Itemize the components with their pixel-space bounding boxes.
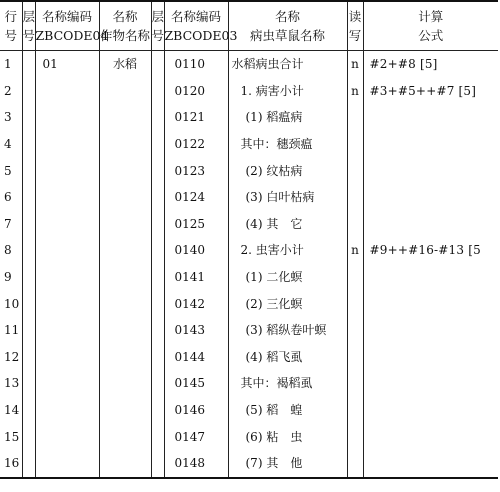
- read-write-cell: [347, 344, 363, 371]
- crop-name-cell: [99, 184, 151, 211]
- code-03-cell: 0124: [164, 184, 228, 211]
- table-row: [0, 344, 498, 371]
- header-crop-name: 名称 作物名称: [99, 1, 151, 51]
- level-1-cell: [22, 157, 35, 184]
- pest-name-cell: 水稻病虫合计: [228, 51, 347, 78]
- crop-name-cell: 水稻: [99, 51, 151, 78]
- row-number-cell: 9: [0, 264, 22, 291]
- pest-name-cell: (1) 二化螟: [228, 264, 347, 291]
- pest-name-cell: (6) 粘 虫: [228, 423, 347, 450]
- crop-name-cell: [99, 317, 151, 344]
- row-number-cell: 13: [0, 370, 22, 397]
- pest-name-cell: (3) 稻纵卷叶螟: [228, 317, 347, 344]
- level-2-cell: [151, 157, 164, 184]
- code-03-cell: 0143: [164, 317, 228, 344]
- code-04-cell: [35, 264, 99, 291]
- header-level-1: 层 号: [22, 1, 35, 51]
- level-2-cell: [151, 397, 164, 424]
- code-03-cell: 0120: [164, 78, 228, 105]
- crop-name-cell: [99, 104, 151, 131]
- formula-cell: [363, 370, 498, 397]
- crop-name-cell: [99, 370, 151, 397]
- level-2-cell: [151, 211, 164, 238]
- crop-name-cell: [99, 78, 151, 105]
- level-2-cell: [151, 237, 164, 264]
- row-number-cell: 2: [0, 78, 22, 105]
- header-level-2: 层 号: [151, 1, 164, 51]
- read-write-cell: [347, 290, 363, 317]
- table-row: [0, 104, 498, 131]
- pest-name-cell: 1. 病害小计: [228, 78, 347, 105]
- level-1-cell: [22, 211, 35, 238]
- formula-cell: [363, 264, 498, 291]
- crop-name-cell: [99, 264, 151, 291]
- read-write-cell: [347, 317, 363, 344]
- read-write-cell: [347, 423, 363, 450]
- pest-name-cell: (2) 三化螟: [228, 290, 347, 317]
- formula-cell: [363, 131, 498, 158]
- code-03-cell: 0125: [164, 211, 228, 238]
- crop-name-cell: [99, 131, 151, 158]
- read-write-cell: [347, 450, 363, 478]
- level-2-cell: [151, 370, 164, 397]
- code-03-cell: 0110: [164, 51, 228, 78]
- row-number-cell: 12: [0, 344, 22, 371]
- pest-name-cell: 其中：褐稻虱: [228, 370, 347, 397]
- pest-name-cell: (1) 稻瘟病: [228, 104, 347, 131]
- formula-cell: [363, 290, 498, 317]
- formula-cell: [363, 211, 498, 238]
- read-write-cell: n: [347, 237, 363, 264]
- level-1-cell: [22, 237, 35, 264]
- code-03-cell: 0147: [164, 423, 228, 450]
- code-04-cell: [35, 397, 99, 424]
- formula-cell: #9++#16-#13 [5: [369, 243, 481, 258]
- pest-name-cell: 2. 虫害小计: [228, 237, 347, 264]
- row-number-cell: 14: [0, 397, 22, 424]
- row-number-cell: 10: [0, 290, 22, 317]
- level-1-cell: [22, 184, 35, 211]
- formula-cell: [363, 344, 498, 371]
- code-04-cell: [35, 157, 99, 184]
- level-1-cell: [22, 423, 35, 450]
- level-1-cell: [22, 370, 35, 397]
- code-03-cell: 0142: [164, 290, 228, 317]
- formula-cell: [363, 317, 498, 344]
- table-row: [0, 157, 498, 184]
- formula-cell: [363, 450, 498, 478]
- code-04-cell: 01: [35, 51, 99, 78]
- formula-cell: #3+#5++#7 [5]: [369, 83, 477, 98]
- level-2-cell: [151, 104, 164, 131]
- code-04-cell: [35, 317, 99, 344]
- code-03-cell: 0145: [164, 370, 228, 397]
- row-number-cell: 7: [0, 211, 22, 238]
- pest-name-cell: (4) 其 它: [228, 211, 347, 238]
- read-write-cell: [347, 104, 363, 131]
- table-row: [0, 397, 498, 424]
- table-row: [0, 211, 498, 238]
- crop-name-cell: [99, 397, 151, 424]
- code-03-cell: 0121: [164, 104, 228, 131]
- level-1-cell: [22, 264, 35, 291]
- formula-cell: [363, 423, 498, 450]
- crop-name-cell: [99, 211, 151, 238]
- table-row: [0, 290, 498, 317]
- row-number-cell: 3: [0, 104, 22, 131]
- header-pest-name: 名称 病虫草鼠名称: [228, 1, 347, 51]
- crop-name-cell: [99, 157, 151, 184]
- pest-name-cell: (2) 纹枯病: [228, 157, 347, 184]
- code-04-cell: [35, 370, 99, 397]
- pest-name-cell: (3) 白叶枯病: [228, 184, 347, 211]
- level-1-cell: [22, 78, 35, 105]
- level-1-cell: [22, 317, 35, 344]
- formula-cell: [363, 104, 498, 131]
- code-03-cell: 0140: [164, 237, 228, 264]
- read-write-cell: [347, 211, 363, 238]
- table-row: [0, 131, 498, 158]
- level-2-cell: [151, 344, 164, 371]
- read-write-cell: [347, 184, 363, 211]
- code-03-cell: 0146: [164, 397, 228, 424]
- read-write-cell: [347, 157, 363, 184]
- row-number-cell: 15: [0, 423, 22, 450]
- code-04-cell: [35, 131, 99, 158]
- code-04-cell: [35, 237, 99, 264]
- table-row: [0, 423, 498, 450]
- level-1-cell: [22, 450, 35, 478]
- code-04-cell: [35, 344, 99, 371]
- level-2-cell: [151, 264, 164, 291]
- code-03-cell: 0141: [164, 264, 228, 291]
- level-1-cell: [22, 344, 35, 371]
- code-03-cell: 0123: [164, 157, 228, 184]
- row-number-cell: 11: [0, 317, 22, 344]
- table-row: [0, 51, 498, 78]
- code-04-cell: [35, 104, 99, 131]
- header-row: [0, 1, 498, 51]
- level-1-cell: [22, 290, 35, 317]
- code-04-cell: [35, 211, 99, 238]
- pest-name-cell: (7) 其 他: [228, 450, 347, 478]
- row-number-cell: 1: [0, 51, 22, 78]
- level-2-cell: [151, 423, 164, 450]
- table-row: [0, 317, 498, 344]
- level-2-cell: [151, 131, 164, 158]
- code-03-cell: 0148: [164, 450, 228, 478]
- formula-cell: [363, 184, 498, 211]
- table-row: [0, 370, 498, 397]
- table-row: [0, 450, 498, 478]
- row-number-cell: 16: [0, 450, 22, 478]
- header-code-03: 名称编码 ZBCODE03: [164, 1, 228, 51]
- row-number-cell: 8: [0, 237, 22, 264]
- formula-cell: #2+#8 [5]: [369, 57, 438, 72]
- table-row: [0, 264, 498, 291]
- row-number-cell: 4: [0, 131, 22, 158]
- level-1-cell: [22, 131, 35, 158]
- level-2-cell: [151, 51, 164, 78]
- level-1-cell: [22, 51, 35, 78]
- pest-name-cell: (5) 稻 蝗: [228, 397, 347, 424]
- read-write-cell: [347, 397, 363, 424]
- table-row: [0, 78, 498, 105]
- header-code-04: 名称编码 ZBCODE04: [35, 1, 99, 51]
- read-write-cell: [347, 131, 363, 158]
- crop-name-cell: [99, 423, 151, 450]
- crop-name-cell: [99, 450, 151, 478]
- pest-name-cell: (4) 稻飞虱: [228, 344, 347, 371]
- row-number-cell: 5: [0, 157, 22, 184]
- code-03-cell: 0122: [164, 131, 228, 158]
- table-row: [0, 237, 498, 264]
- level-2-cell: [151, 317, 164, 344]
- level-2-cell: [151, 78, 164, 105]
- level-1-cell: [22, 397, 35, 424]
- level-1-cell: [22, 104, 35, 131]
- header-read-write: 读 写: [347, 1, 363, 51]
- crop-name-cell: [99, 344, 151, 371]
- table-body: [0, 51, 498, 478]
- level-2-cell: [151, 290, 164, 317]
- code-04-cell: [35, 290, 99, 317]
- read-write-cell: [347, 370, 363, 397]
- header-row-number: 行 号: [0, 1, 22, 51]
- level-2-cell: [151, 450, 164, 478]
- formula-cell: [363, 157, 498, 184]
- read-write-cell: n: [347, 51, 363, 78]
- code-04-cell: [35, 423, 99, 450]
- table-row: [0, 184, 498, 211]
- code-04-cell: [35, 78, 99, 105]
- crop-name-cell: [99, 290, 151, 317]
- pest-name-cell: 其中：穗颈瘟: [228, 131, 347, 158]
- code-04-cell: [35, 184, 99, 211]
- crop-name-cell: [99, 237, 151, 264]
- read-write-cell: n: [347, 78, 363, 105]
- code-03-cell: 0144: [164, 344, 228, 371]
- row-number-cell: 6: [0, 184, 22, 211]
- formula-cell: [363, 397, 498, 424]
- read-write-cell: [347, 264, 363, 291]
- level-2-cell: [151, 184, 164, 211]
- code-04-cell: [35, 450, 99, 478]
- header-formula: 计算 公式: [363, 1, 498, 51]
